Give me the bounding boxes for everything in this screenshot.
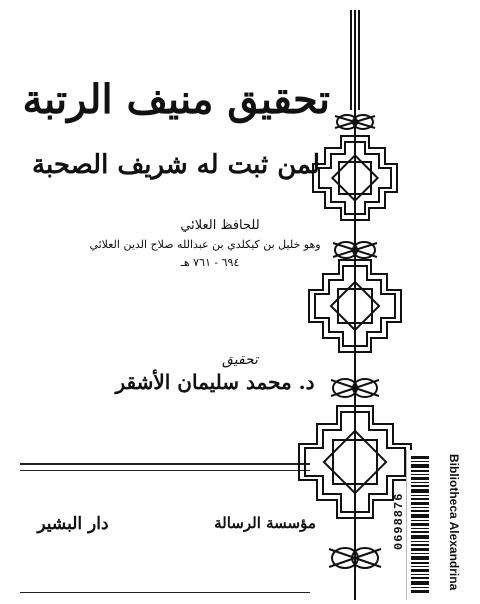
horizontal-rule-base: [20, 592, 310, 593]
library-name: Bibliotheca Alexandrina: [447, 454, 461, 591]
author-years: ٦٩٤ - ٧٦١ هـ: [180, 256, 240, 269]
publisher-alresala: مؤسسة الرسالة: [214, 514, 316, 532]
publisher-albashir: دار البشير: [37, 514, 109, 534]
author-attribution: للحافظ العلائي: [180, 218, 260, 233]
library-barcode-sticker: [406, 450, 461, 600]
editor-name: د. محمد سليمان الأشقر: [115, 370, 315, 394]
book-subtitle: لمن ثبت له شريف الصحبة: [32, 150, 320, 180]
barcode-icon: [411, 456, 429, 596]
horizontal-rule-top: [20, 463, 310, 465]
editor-label: تحقيق: [222, 352, 258, 368]
author-full-name: وهو خليل بن كيكلدي بن عبدالله صلاح الدين العلائي: [89, 238, 321, 251]
book-title: تحقيق منيف الرتبة: [22, 76, 330, 123]
horizontal-rule-bottom: [20, 470, 310, 471]
barcode-number: 0698876: [392, 492, 406, 550]
